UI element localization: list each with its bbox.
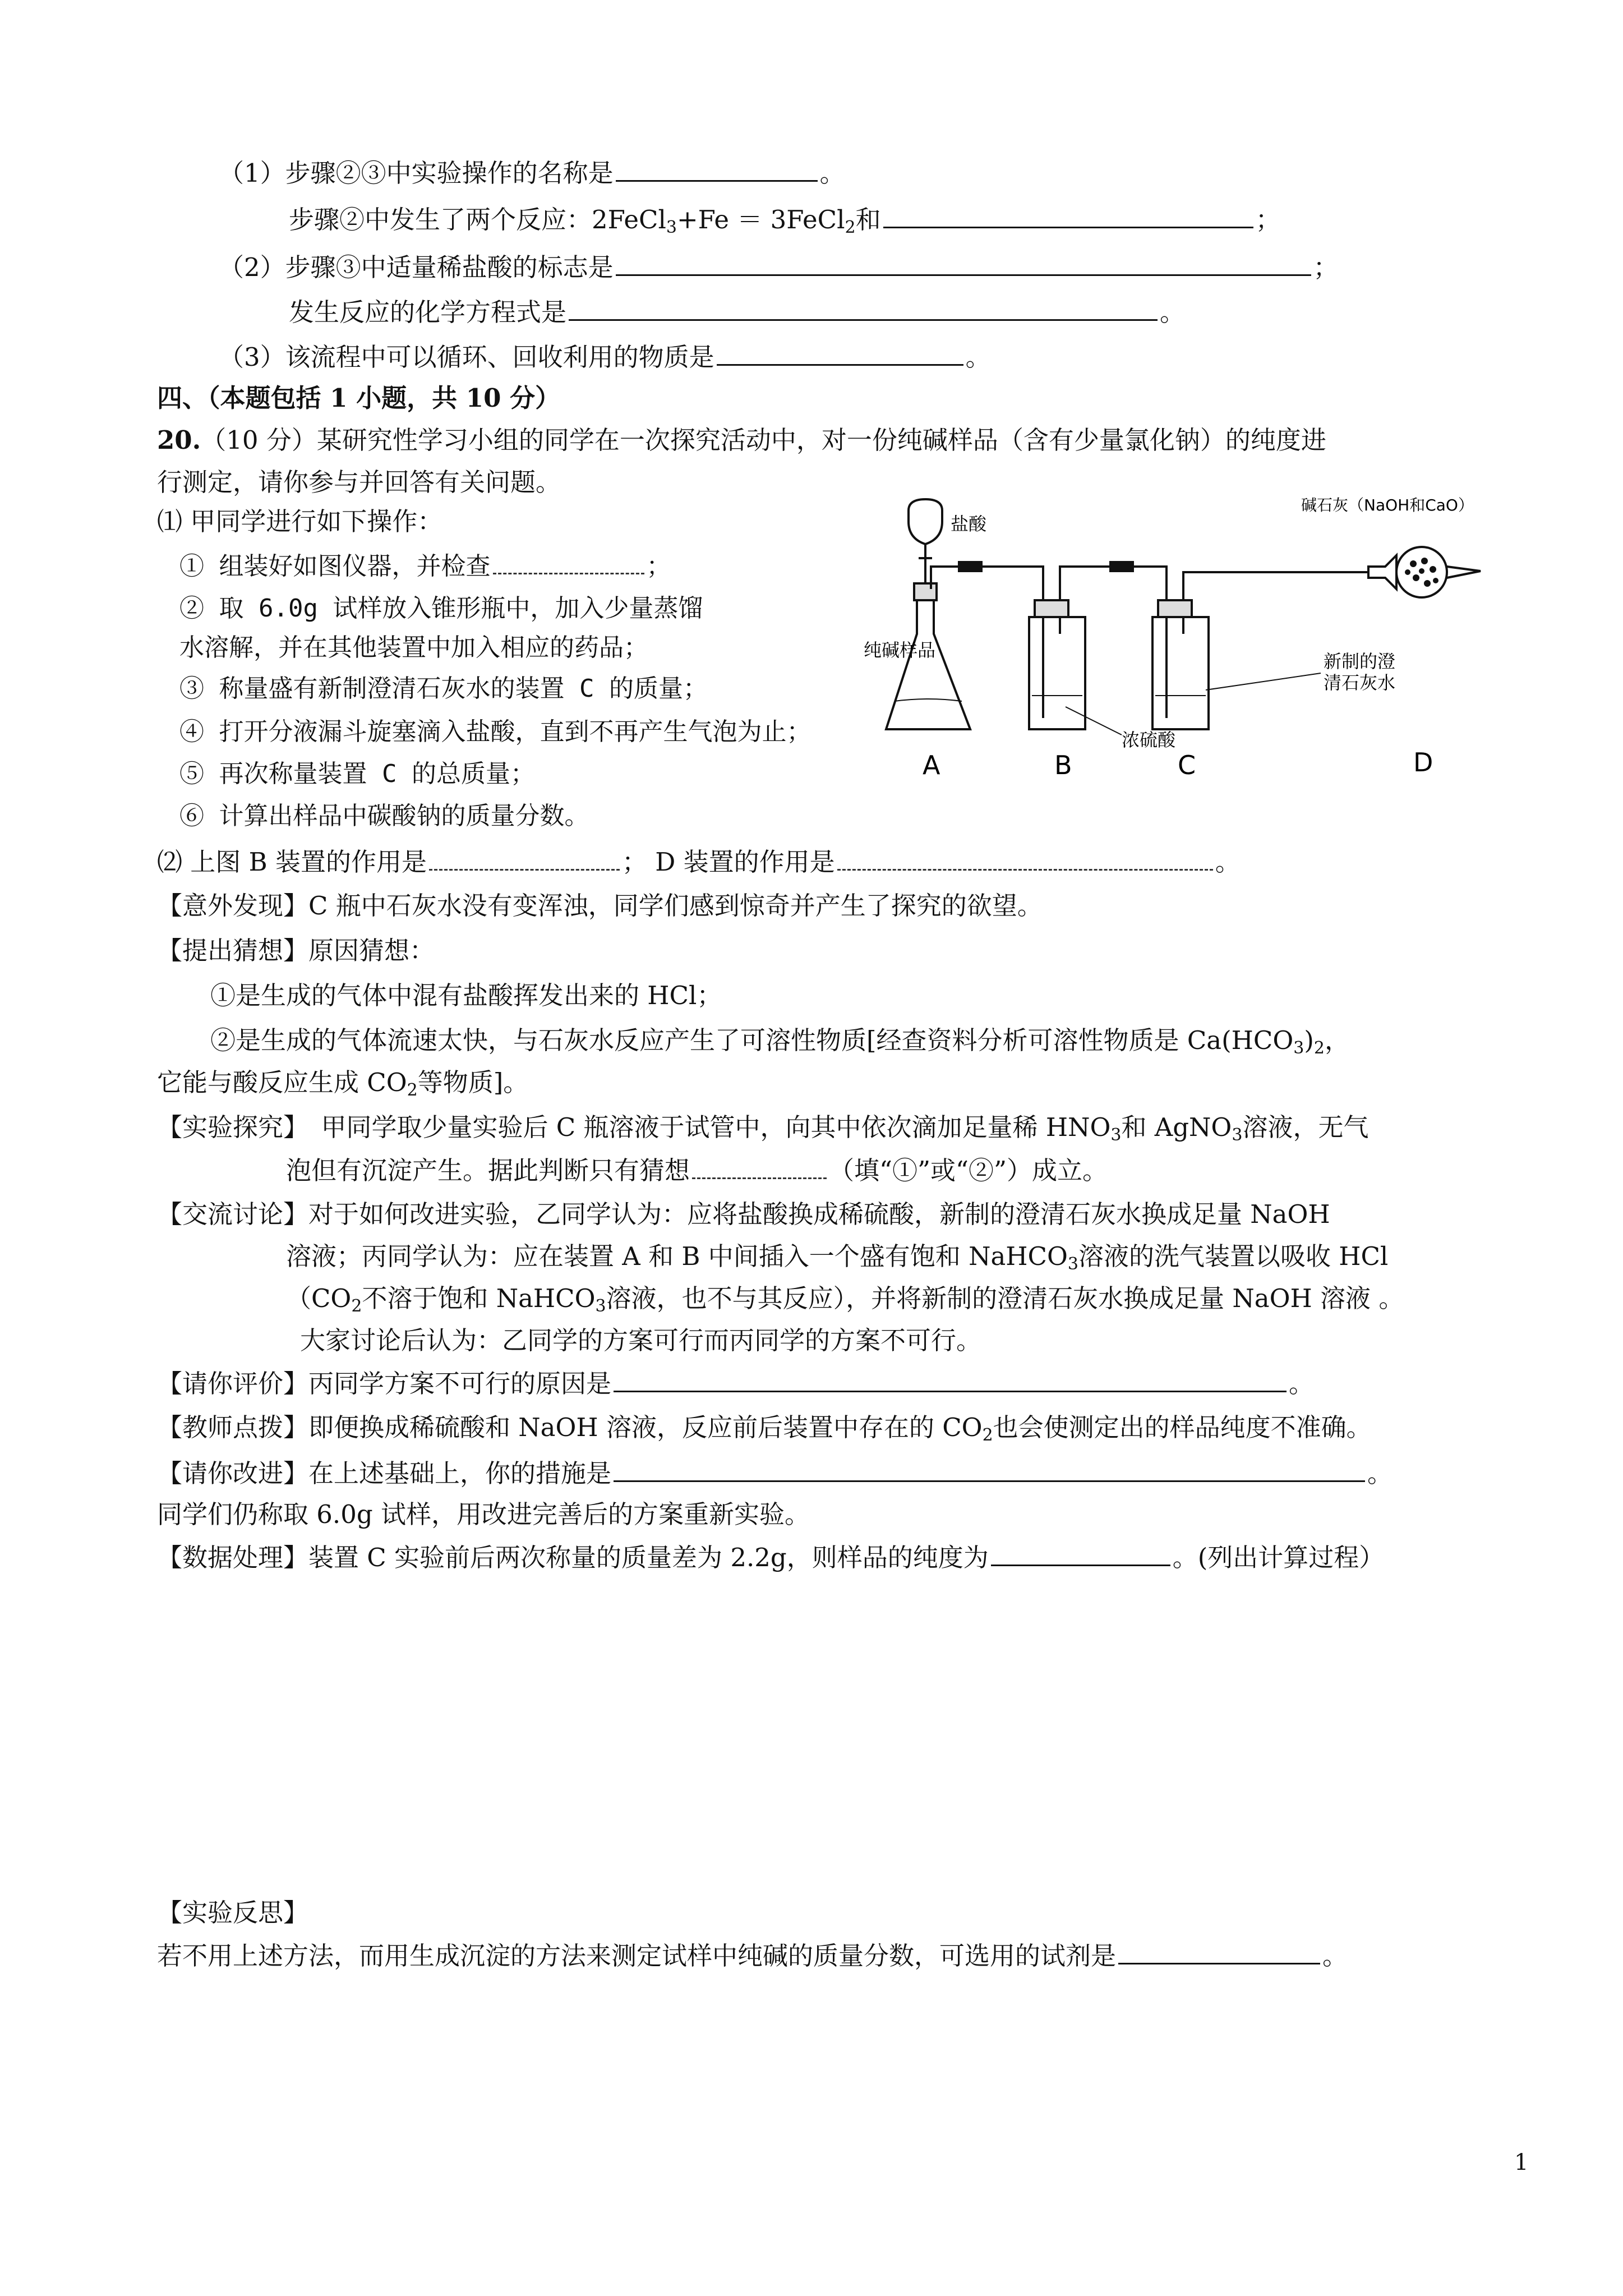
label-acid: 浓硫酸 bbox=[1122, 729, 1176, 751]
guess-2b-end: 等物质]。 bbox=[417, 1068, 529, 1097]
explore-a-mid: 和 AgNO bbox=[1121, 1112, 1232, 1142]
page-number: 1 bbox=[1514, 2150, 1529, 2175]
sub-3: 3 bbox=[1067, 1254, 1078, 1274]
guess-2b-text: 它能与酸反应生成 CO bbox=[157, 1068, 407, 1097]
part2-blank-d[interactable] bbox=[837, 844, 1213, 871]
guess-2b bbox=[157, 1066, 528, 1099]
bottle-c-stopper bbox=[1158, 600, 1192, 617]
data-line bbox=[157, 1540, 1384, 1575]
flask-a-stopper bbox=[914, 583, 937, 600]
sub-3: 3 bbox=[595, 1296, 606, 1316]
q3-line bbox=[219, 339, 991, 374]
part2-text: ⑵ 上图 B 装置的作用是 bbox=[157, 847, 427, 877]
discuss-b-end: 溶液的洗气装置以吸收 HCl bbox=[1078, 1241, 1389, 1271]
q3-end: 。 bbox=[965, 342, 991, 372]
reflect-end: 。 bbox=[1322, 1941, 1348, 1971]
q1a-text: （1）步骤②③中实验操作的名称是 bbox=[219, 158, 614, 188]
sub-3: 3 bbox=[1110, 1125, 1122, 1145]
improve-blank[interactable] bbox=[614, 1456, 1365, 1482]
guess-2a-end: ) bbox=[1304, 1025, 1314, 1055]
guess-heading: 【提出猜想】原因猜想： bbox=[157, 936, 435, 965]
teacher-end: 也会使测定出的样品纯度不准确。 bbox=[993, 1412, 1372, 1442]
step-1-blank[interactable] bbox=[493, 548, 644, 574]
discuss-a: 【交流讨论】对于如何改进实验，乙同学认为：应将盐酸换成稀硫酸，新制的澄清石灰水换成足量 NaOH bbox=[157, 1199, 1330, 1229]
explore-blank[interactable] bbox=[692, 1153, 827, 1179]
discuss-d: 大家讨论后认为：乙同学的方案可行而丙同学的方案不可行。 bbox=[300, 1326, 982, 1355]
q1b-post: 和 bbox=[855, 205, 881, 234]
evaluate-end: 。 bbox=[1289, 1369, 1315, 1398]
q3-blank[interactable] bbox=[717, 339, 963, 366]
evaluate-line bbox=[157, 1366, 1314, 1401]
sub-2: 2 bbox=[1313, 1038, 1325, 1058]
sub-2: 2 bbox=[351, 1296, 362, 1316]
improve-text: 【请你改进】在上述基础上，你的措施是 bbox=[157, 1458, 612, 1488]
q1a-blank[interactable] bbox=[616, 155, 818, 182]
sub-3: 3 bbox=[1293, 1038, 1304, 1058]
guess-1: ①是生成的气体中混有盐酸挥发出来的 HCl； bbox=[210, 981, 722, 1010]
discover-line: 【意外发现】C 瓶中石灰水没有变浑浊，同学们感到惊奇并产生了探究的欲望。 bbox=[157, 891, 1043, 921]
guess-2a: ②是生成的气体流速太快，与石灰水反应产生了可溶性物质[经查资料分析可溶性物质是 $Ca(HCO_3)_2$， bbox=[210, 1025, 1350, 1058]
section-4-heading: 四、（本题包括 1 小题，共 10 分） bbox=[157, 383, 561, 413]
label-c: C bbox=[1178, 750, 1196, 780]
q1b-line bbox=[289, 202, 1281, 237]
redo-line: 同学们仍称取 6.0g 试样，用改进完善后的方案重新实验。 bbox=[157, 1499, 810, 1529]
explore-a-text: 【实验探究】 甲同学取少量实验后 C 瓶溶液于试管中，向其中依次滴加足量稀 HNO bbox=[157, 1112, 1111, 1142]
evaluate-blank[interactable] bbox=[614, 1366, 1287, 1392]
explore-b-text: 泡但有沉淀产生。据此判断只有猜想 bbox=[286, 1156, 690, 1185]
sub-3: 3 bbox=[666, 218, 677, 237]
label-soda-lime: 碱石灰（NaOH和CaO） bbox=[1301, 496, 1474, 514]
data-blank[interactable] bbox=[991, 1540, 1170, 1566]
sub-2: 2 bbox=[982, 1425, 993, 1445]
q20-intro-line1 bbox=[157, 424, 1326, 457]
improve-end: 。 bbox=[1367, 1458, 1393, 1488]
bottle-c bbox=[1152, 617, 1209, 729]
part2-blank-b[interactable] bbox=[429, 844, 620, 871]
q20-line1-text: （10 分）某研究性学习小组的同学在一次探究活动中，对一份纯碱样品（含有少量氯化钠）的纯度进 bbox=[201, 425, 1326, 455]
label-lime-1: 新制的澄 bbox=[1324, 651, 1396, 672]
discuss-b bbox=[286, 1240, 1388, 1273]
q2b-text: 发生反应的化学方程式是 bbox=[289, 297, 567, 327]
part2-end: 。 bbox=[1215, 847, 1241, 877]
teacher-text: 【教师点拨】即便换成稀硫酸和 NaOH 溶液，反应前后装置中存在的 CO bbox=[157, 1412, 983, 1442]
reflect-text: 若不用上述方法，而用生成沉淀的方法来测定试样中纯碱的质量分数，可选用的试剂是 bbox=[157, 1941, 1117, 1971]
bottle-b-stopper bbox=[1035, 600, 1068, 617]
q2a-blank[interactable] bbox=[616, 250, 1311, 276]
connector-bc bbox=[1110, 562, 1133, 571]
flask-a bbox=[886, 600, 970, 729]
connector-ab bbox=[959, 562, 981, 571]
label-b: B bbox=[1054, 750, 1072, 780]
sub-3: 3 bbox=[1232, 1125, 1243, 1145]
q1b-blank[interactable] bbox=[883, 202, 1253, 228]
discuss-c-end: 溶液，也不与其反应），并将新制的澄清石灰水换成足量 NaOH 溶液 。 bbox=[606, 1283, 1404, 1313]
sub-2: 2 bbox=[407, 1080, 418, 1100]
q1a-line bbox=[219, 155, 845, 190]
step-2a: ② 取 6.0g 试样放入锥形瓶中，加入少量蒸馏 bbox=[179, 594, 703, 623]
teacher-line bbox=[157, 1411, 1372, 1444]
q2b-blank[interactable] bbox=[569, 295, 1158, 321]
step-3: ③ 称量盛有新制澄清石灰水的装置 C 的质量； bbox=[179, 674, 708, 703]
step-1 bbox=[179, 548, 671, 583]
q2b-end: 。 bbox=[1160, 297, 1186, 327]
evaluate-text: 【请你评价】丙同学方案不可行的原因是 bbox=[157, 1369, 612, 1398]
sub-2: 2 bbox=[845, 218, 856, 237]
explore-b bbox=[286, 1153, 1108, 1188]
data-text: 【数据处理】装置 C 实验前后两次称量的质量差为 2.2g，则样品的纯度为 bbox=[157, 1543, 989, 1572]
label-lime-2: 清石灰水 bbox=[1324, 672, 1396, 693]
explore-a bbox=[157, 1111, 1368, 1144]
label-a: A bbox=[923, 750, 940, 780]
q2a-text: （2）步骤③中适量稀盐酸的标志是 bbox=[219, 252, 614, 282]
step-1-text: ① 组装好如图仪器，并检查 bbox=[179, 552, 491, 581]
step-5: ⑤ 再次称量装置 C 的总质量； bbox=[179, 760, 535, 788]
part2-mid: ； D 装置的作用是 bbox=[621, 847, 835, 877]
q20-intro-line2: 行测定，请你参与并回答有关问题。 bbox=[157, 467, 561, 497]
step-6: ⑥ 计算出样品中碳酸钠的质量分数。 bbox=[179, 802, 589, 830]
part1-heading: ⑴ 甲同学进行如下操作： bbox=[157, 507, 443, 536]
label-hcl: 盐酸 bbox=[951, 513, 987, 535]
discuss-c-mid: 不溶于饱和 NaHCO bbox=[362, 1283, 596, 1313]
q2a-line bbox=[219, 250, 1339, 284]
q1b-end: ； bbox=[1255, 205, 1281, 234]
q2b-line bbox=[289, 295, 1185, 329]
drying-tube-d-neck bbox=[1368, 555, 1396, 589]
reflect-heading: 【实验反思】 bbox=[157, 1898, 309, 1927]
step-1-end: ； bbox=[646, 552, 671, 581]
data-end: 。(列出计算过程） bbox=[1172, 1543, 1385, 1572]
discuss-c bbox=[286, 1282, 1404, 1315]
discuss-b-text: 溶液；丙同学认为：应在装置 A 和 B 中间插入一个盛有饱和 NaHCO bbox=[286, 1241, 1068, 1271]
reflect-line bbox=[157, 1938, 1348, 1973]
reflect-blank[interactable] bbox=[1118, 1938, 1320, 1964]
q1b-text: 步骤②中发生了两个反应：2FeCl bbox=[289, 205, 666, 234]
step-2b: 水溶解，并在其他装置中加入相应的药品； bbox=[179, 633, 648, 662]
q20-number: 20. bbox=[157, 425, 201, 455]
explore-a-end: 溶液，无气 bbox=[1242, 1112, 1369, 1142]
part2-line bbox=[157, 844, 1241, 879]
separatory-funnel bbox=[909, 499, 942, 544]
improve-line bbox=[157, 1456, 1393, 1490]
discuss-c-text: （CO bbox=[286, 1283, 352, 1313]
label-d: D bbox=[1413, 747, 1433, 777]
apparatus-diagram bbox=[864, 488, 1497, 780]
q2a-end: ； bbox=[1313, 252, 1339, 282]
q1b-mid: +Fe ＝ 3FeCl bbox=[676, 205, 845, 234]
explore-b-end: （填“①”或“②”）成立。 bbox=[829, 1156, 1108, 1185]
q1a-end: 。 bbox=[819, 158, 845, 188]
q3-text: （3）该流程中可以循环、回收利用的物质是 bbox=[219, 342, 714, 372]
guess-2a-text: ②是生成的气体流速太快，与石灰水反应产生了可溶性物质[经查资料分析可溶性物质是 Ca(HCO bbox=[210, 1025, 1294, 1055]
step-4: ④ 打开分液漏斗旋塞滴入盐酸，直到不再产生气泡为止； bbox=[179, 717, 811, 746]
label-sample: 纯碱样品 bbox=[864, 639, 936, 661]
